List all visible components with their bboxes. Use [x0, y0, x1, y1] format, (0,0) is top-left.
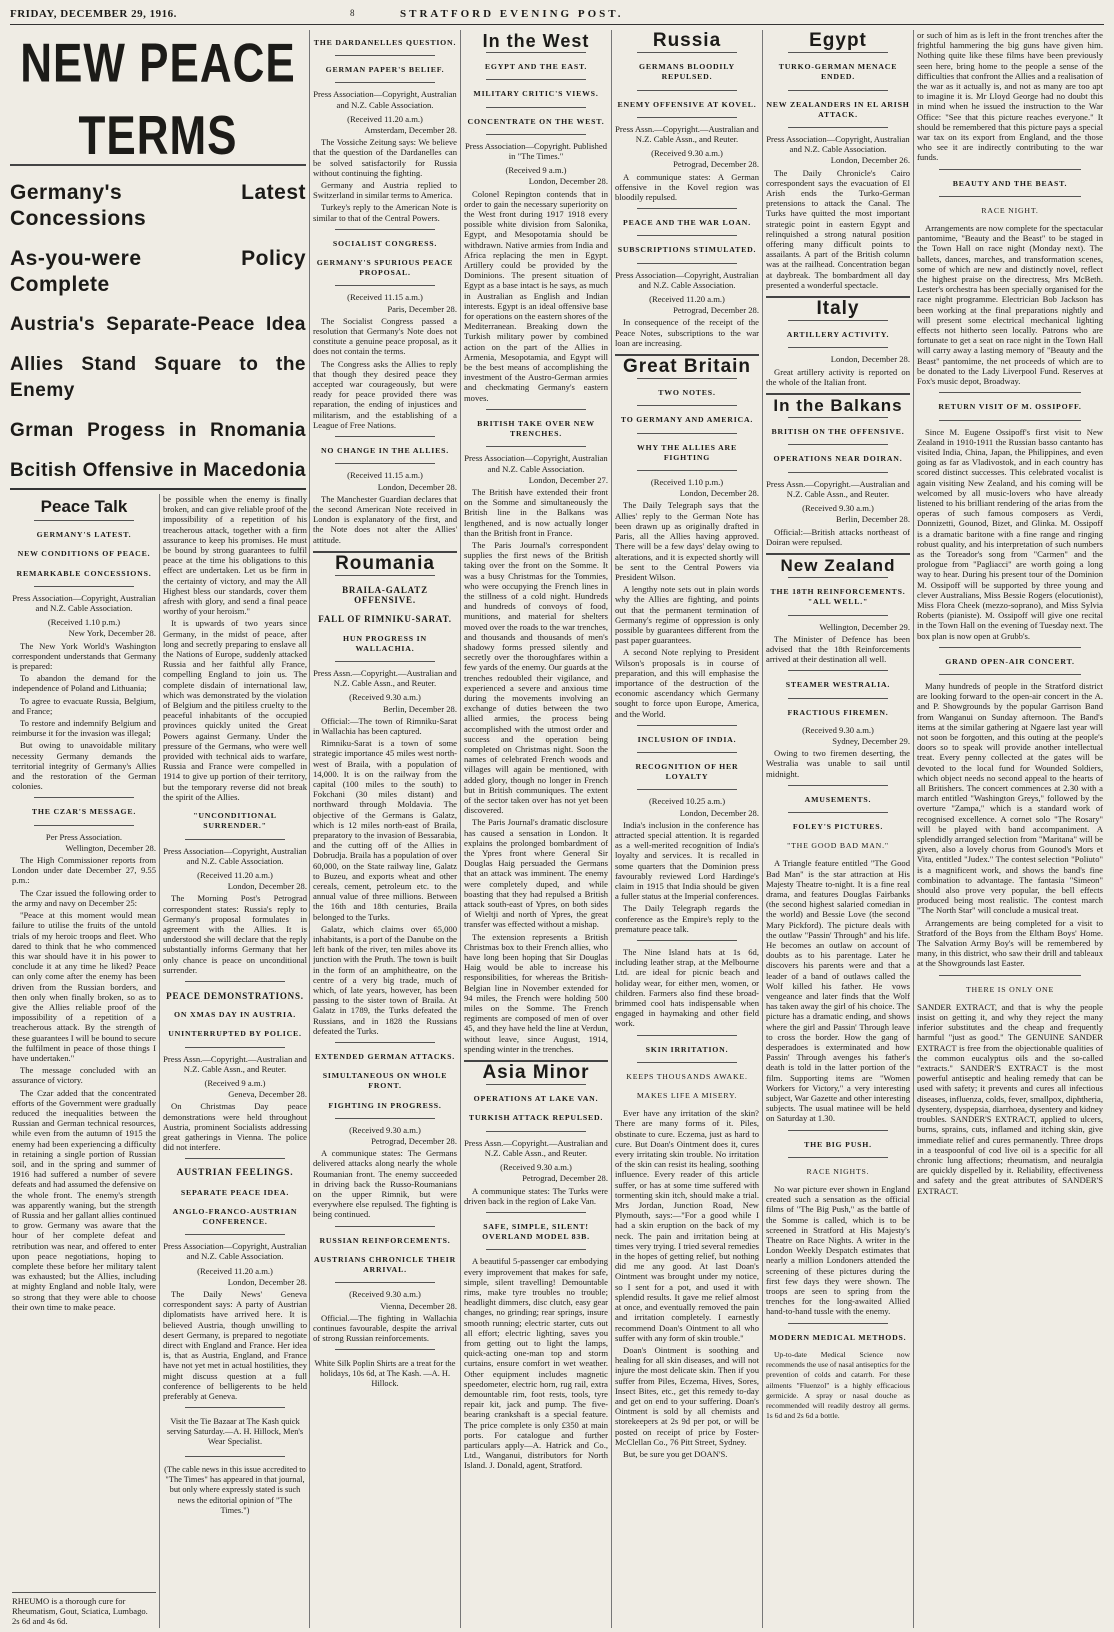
cable-news-note: (The cable news in this issue accredited to "The Times" has appeared in that journal, but only where expressly stated is such news the editorial opinion of "The Times."): [164, 1465, 306, 1515]
lead-headline-block: [10, 32, 306, 488]
body-paragraph: or such of him as is left in the front trenches after the frightful hammering the big guns have given him. Nothing quite like these films have been previously seen here, bring home to the people a sense of the difficulties that confront the Allies and a realisation of the war as it actually is, and not as many are too apt to imagine it is. Mr Lloyd George had no doubt this in mind when he issued the instruction to the War Office: "See that this picture reaches everyone." It should be remembered that this picture pays a special war tax on its export from England, and the those who see it are indirectly contributing to the war funds.: [917, 30, 1103, 163]
body-paragraph: The Paris Journal's correspondent supplies the first news of the British taking over the front on the Somme. It was a busy Christmas for the Tommies, who were occupying the French lines in the stillness of a cold night. Hundreds and hundreds of convoys of food, munitions, and material for shelters moved over the roads to the war trenches, and thousands and thousands of men's shadowy forms pressed silently and secretly over the thoroughfares within a few yards of the enemy. Our guards at the trenches redoubled their vigilance, and experienced a severe and anxious time during the movements involving an exchange of duties between the two allied armies, the process being accomplished with the utmost order and success and the operation being completed on Christmas night. Soon the names of celebrated French woods and villages will again be mentioned, with added glory, though no longer in French but in British communiques. The extent of the sector taken over has not yet been discovered.: [464, 539, 608, 816]
sander-extract-ad: SANDER EXTRACT, and that is why the people insist on getting it, and why they reject the many inferior substitutes and the cheap and frequently harmful "just as good." The GENUINE SANDER EXTRACT is free from the objectionable qualities of the common eucalyptus oils and the so-called "extracts." SANDER'S EXTRACT is the most powerful antiseptic and healing remedy that can be used with safety; it prevents and cures all infectious diseases, influenza, colds, fever, smallpox, diphtheria, dysentery, dyspepsia, diarrhoea, dysentery and kidney troubles. SANDER'S EXTRACT, applied to ulcers, burns, sprains, cuts, inflamed and itching skin, give immediate relief and cures permanently. Three drops in a teaspoonful of cod live oil is a specific for all chronic lung affections; rheumatism, and neuralgia are quickly dispelled by it. Reliability, effectiveness and safety and the great attributes of SANDER'S EXTRACT.: [917, 1001, 1103, 1196]
section-title-peace-talk: Peace Talk: [40, 497, 128, 516]
headline: MILITARY CRITIC'S VIEWS.: [473, 89, 599, 99]
body-paragraph: No war picture ever shown in England created such a sensation as the official films of "The Big Push," as the battle of the Somme is called, which is to be screened in Stratford at His Majesty's Theatre on Race Nights. A writer in the London Weekly Despatch estimates that nearly a million Londoners attended the screening of these pictures during the first few days they were shown. The troops are seen to spring from the trenches for the long-awaited Allied hand-to-hand tussle with the enemy.: [766, 1184, 910, 1317]
body-paragraph: To agree to evacuate Russia, Belgium, and France;: [12, 695, 156, 716]
headline: BRAILA-GALATZ OFFENSIVE.: [342, 584, 428, 606]
headline: OPERATIONS NEAR DOIRAN.: [773, 454, 903, 464]
credit-line: Press Association—Copyright, Australian and N.Z. Cable Association.: [313, 89, 457, 110]
dateline: Amsterdam, December 28.: [364, 125, 457, 136]
headline: ARTILLERY ACTIVITY.: [786, 330, 890, 340]
section-title-new-zealand: New Zealand: [780, 555, 896, 575]
received-line: (Received 11.15 a.m.): [347, 470, 423, 481]
body-paragraph: The Daily News' Geneva correspondent says: A party of Austrian diplomatists have arrived here. It is believed Austria, though unwilling to desert Germany, is prepared to negotiate direct with England and France. Her idea is, that as Austria, England, and France have not yet met in actual hostilities, they might discuss question at a full conference of belligerents to be held preferably at Geneva.: [163, 1289, 307, 1402]
headline: KEEPS THOUSANDS AWAKE.: [626, 1071, 748, 1081]
headline: AUSTRIANS CHRONICLE THEIR ARRIVAL.: [313, 1254, 457, 1275]
column-rule: [309, 30, 310, 1628]
dateline: London, December 26.: [830, 155, 910, 166]
received-line: (Received 11.15 a.m.): [347, 292, 423, 303]
body-paragraph: The extension represents a British Christmas box to their French allies, who have long been hoping that Sir Douglas Haig would be able to increase his responsibilities, for whereas the British-Belgian line in November extended for 94 miles, the French were holding 500 miles on the Somme. The French regiments are composed of men of over 45, and they have held the line at Verdun, without leave, since August, 1914, spending winter in the trenches.: [464, 931, 608, 1054]
received-line: (Received 9.30 a.m.): [349, 1124, 421, 1135]
dateline: Berlin, December 28.: [836, 514, 910, 525]
headline: SOCIALIST CONGRESS.: [332, 238, 438, 248]
body-paragraph: The Manchester Guardian declares that the second American Note received in London is explanatory of the first, and the Note does not alter the Allies' attitude.: [313, 493, 457, 545]
headline: OPERATIONS AT LAKE VAN.: [473, 1094, 599, 1104]
headline: THE CZAR'S MESSAGE.: [31, 807, 137, 817]
headline: FALL OF RIMNIKU-SARAT.: [318, 614, 452, 625]
headline: MODERN MEDICAL METHODS.: [769, 1332, 907, 1342]
body-paragraph: Official:—The town of Rimniku-Sarat in Wallachia has been captured.: [313, 715, 457, 736]
dateline: Vienna, December 28.: [380, 1300, 457, 1311]
dateline: Petrograd, December 28.: [673, 159, 759, 170]
received-line: (Received 11.20 a.m.): [197, 869, 273, 880]
body-paragraph: To abandon the demand for the independence of Poland and Lithuania;: [12, 673, 156, 694]
credit-line: Press Association—Copyright, Australian and N.Z. Cable Association.: [464, 453, 608, 474]
headline: "THE GOOD BAD MAN.": [787, 841, 889, 851]
headline: GERMANY'S LATEST.: [36, 530, 132, 540]
body-paragraph: Great artillery activity is reported on the whole of the Italian front.: [766, 366, 910, 387]
headline: TURKISH ATTACK REPULSED.: [468, 1113, 604, 1123]
headline: BRITISH TAKE OVER NEW TRENCHES.: [477, 418, 595, 439]
body-paragraph: The Vossiche Zeitung says: We believe that the question of the Dardanelles can be solved satisfactorily for Russia without continuing the fighting.: [313, 137, 457, 178]
body-paragraph: A communique states: A German offensive in the Kovel region was bloodily repulsed.: [615, 171, 759, 203]
doans-ad: Doan's Ointment is soothing and healing for all skin diseases, and will not injure the most delicate skin. Then if you suffer from Piles, Eczema, Hives, Sores, Insect Bites, etc., get this remedy to-day and get on end to your suffering. Doan's Ointment is sold by all chemists and storekeepers at 2s 9d per pot, or will be posted on receipt of price by Foster-McClellan Co., 76 Pitt Street, Sydney.: [615, 1344, 759, 1447]
overland-ad: A beautiful 5-passenger car embodying every improvement that makes for safe, simple, silent travelling! Demountable rims, make tyre troubles no trouble; headlight dimmers, disc clutch, easy gear changes, no grinding; rear springs, insure smooth running; electric starter, cuts out all effort; electric lighting, saves you from getting out to light the lamps, quick-acting one-man top and storm curtains, ensure comfort in wet weather. Other equipment includes magnetic speedometer, electric horn, rug rail, extra demountable rim, foot rests, tools, tyre repair kit, jack and pump. The five-bearing crankshaft is a special feature. The price complete is only £350 at main ports. For catalogue and further particulars apply—A. Hatrick and Co., Ltd., Wanganui, distributors for North Island. J. Donald, agent, Stratford.: [464, 1256, 608, 1471]
fluenzol-ad: Up-to-date Medical Science now recommends the use of nasal antiseptics for the prevention of colds and catarrh. For these ailments "Fluenzol" is a highly efficacious germicide. A spray or nasal douche as recommended will readily destroy all germs. 1s 6d and 2s 6d a bottle.: [766, 1349, 910, 1421]
credit-line: Press Assn.—Copyright.—Australian and N.Z. Cable Assn., and Reuter.: [615, 123, 759, 145]
hats-ad: The Nine Island hats at 1s 6d, including leather strap, at the Melbourne Ltd. are ideal for picnic beach and holiday wear, for either men, women, or children. Farmers also find these broad-brimmed cool hats indispensable when engaged in haymaking and other field work.: [615, 947, 759, 1029]
headline: ANGLO-FRANCO-AUSTRIAN CONFERENCE.: [172, 1206, 298, 1226]
credit-line: Press Association—Copyright. Published in "The Times.": [464, 140, 608, 162]
body-paragraph: The Morning Post's Petrograd correspondent states: Russia's reply to Germany's proposal formulates in agreement with the Allies. It is understood she will declare that the reply substantially informs Germany that her only chance is peace on unconditional surrender.: [163, 893, 307, 975]
column-1-footer-ad: [12, 1592, 156, 1630]
body-paragraph: The Czar issued the following order to the army and navy on December 25:: [12, 887, 156, 908]
headline: ON XMAS DAY IN AUSTRIA.: [173, 1010, 296, 1020]
dateline: London, December 28.: [227, 881, 307, 892]
headline: GERMAN PAPER'S BELIEF.: [325, 65, 445, 75]
deck-5: Grman Progess in Rnomania: [10, 420, 306, 441]
body-paragraph: It is upwards of two years since Germany, in the midst of peace, after long and secretly preparing to enslave all the Nations of Europe, suddenly attacked Russia and her faithful ally France, compelling England to join us. The complete disdain of international law, which was demonstrated by the violation of Belgium and the pitiless cruelty to the peaceful inhabitants of the occupied provinces quickly united the Great Powers against Germany. Under the pressure of the Germans, who were well provided with technical aids to warfare, Russia and France were compelled in 1914 to give up portion of their territory, but the temporary reverse did not break the spirit of the Allies.: [163, 618, 307, 802]
headline: SEPARATE PEACE IDEA.: [180, 1187, 290, 1197]
body-paragraph: A communique states: The Germans delivered attacks along nearly the whole Roumanian front. The enemy succeeded in driving back the Russo-Roumanians on the upper Rimnik, but were everywhere else repulsed. The fighting is being continued.: [313, 1148, 457, 1220]
masthead: [10, 6, 1104, 25]
column-3: [313, 30, 457, 1628]
dateline: London, December 27.: [528, 474, 608, 485]
column-rule: [762, 30, 763, 1628]
page-number: 8: [350, 8, 355, 18]
body-paragraph: A Triangle feature entitled "The Good Bad Man" is the star attraction at His Majesty Theatre to-night. It is a fine real drama, and features Douglas Fairbanks (the second highest salaried comedian in the world) and Bessie Love (the second Mary Pickford). The picture deals with the outlaw "Passin' Through" and his life. He becomes an outlaw on account of doubts as to his parentage. Later he discovers his parents were and that a leader of a band of outlaws called the Wolf killed his father. He vows vengeance and later finds that the Wolf has taken away the girl of his choice. The picture has a dramatic ending, and shows where the girl and Passin' Through leave to cross the border. How the gang of desperadoes is exterminated and how Passin' Through avenges his father's death is told in the latter portion of the film. Supporting items are "Women Workers for Victory," a very interesting subject, War Gazette and other interesting subjects. The usual matinee will be held on Saturday at 1.30.: [766, 858, 910, 1124]
body-paragraph: In consequence of the receipt of the Peace Notes, subscriptions to the war loan are increasing.: [615, 317, 759, 348]
column-1: [12, 494, 156, 1628]
section-title-russia: Russia: [652, 30, 722, 51]
section-title-in-the-balkans: In the Balkans: [773, 396, 903, 416]
headline: RUSSIAN REINFORCEMENTS.: [319, 1235, 451, 1245]
credit-line: Per Press Association.: [45, 831, 123, 842]
headline: UNINTERRUPTED BY POLICE.: [168, 1029, 302, 1039]
headline: GERMANS BLOODILY REPULSED.: [639, 62, 735, 82]
section-title-roumania: Roumania: [335, 552, 435, 574]
dateline: Geneva, December 28.: [228, 1089, 307, 1100]
body-paragraph: Owing to two firemen deserting, the Westralia was unable to sail until midnight.: [766, 748, 910, 779]
dateline: Paris, December 28.: [387, 303, 457, 314]
dateline: Berlin, December 28.: [383, 703, 457, 714]
headline: TO GERMANY AND AMERICA.: [620, 415, 754, 425]
dateline: London, December 28.: [377, 481, 457, 492]
headline: SIMULTANEOUS ON WHOLE FRONT.: [322, 1071, 448, 1091]
received-line: (Received 9.30 a.m.): [802, 503, 874, 514]
column-4: [464, 30, 608, 1628]
body-paragraph: To restore and indemnify Belgium and reimburse it for the invasion was illegal;: [12, 718, 156, 739]
body-paragraph: The Daily Telegraph regards the conference as the Empire's reply to the premature peace talk.: [615, 903, 759, 934]
headline: ENEMY OFFENSIVE AT KOVEL.: [617, 99, 757, 109]
credit-line: Press Assn.—Copyright.—Australian and N.Z. Cable Assn., and Reuter.: [464, 1137, 608, 1158]
body-paragraph: The British have extended their front on the Somme and simultaneously the British line in the Balkans was lengthened, and is now actually longer than the British front in France.: [464, 486, 608, 538]
body-paragraph: The Daily Chronicle's Cairo correspondent says the evacuation of El Arish ends the Turko-German pretensions to attack the Canal. The Turks have quitted the most important strategic point in eastern Egypt and relinquished a strong natural position offering many difficult points to assailants. A part of the British column was at the railhead. Concentration began at daybreak. The bombardment all day presented a wonderful spectacle.: [766, 167, 910, 290]
tie-bazaar-ad: Visit the Tie Bazaar at The Kash quick serving Saturday.—A. H. Hillock, Men's Wear Specialist.: [166, 1416, 304, 1447]
headline: AMUSEMENTS.: [804, 794, 872, 804]
body-paragraph: Since M. Eugene Ossipoff's first visit to New Zealand in 1910-1911 the Russian basso cantanto has visited India, China, Japan, the Philippines, and even going as far as Vladivostok, and in each country has scored distinct successes. This celebrated vocalist is again visiting New Zealand, and his coming will be welcomed by all music-lovers who have already listened to his brilliant rendering of the arias from the operas of such famous composers as Verdi, Donnizetti, Gounod, Bizet, and Glinka. M. Ossipoff is a dramatic baritone with a fine range and ringing robust quality, and his interpretation of such numbers as the Toreador's song from "Carmen" and the prologue from "Pagliacci" are worth going a long way to hear. During his present tour of the Dominion M. Ossipoff will be supported by three young and clever Australians, Miss Bessie Rogers (elocutionist), Miss Flora Cheek (mezzo-soprano), and Miss Sylvia Roberts (pianiste). M. Ossipoff will give one recital in the Town Hall on the evening of Tuesday next. The box plan is now open at Grubb's.: [917, 426, 1103, 641]
body-paragraph: Colonel Repington contends that in order to gain the necessary superiority on the West front during 1917 1918 every possible white division from Salonika, Egypt, and Mesopotamia should be withdrawn. Native armies from India and Africa replacing the men in Egypt. Artillery could be provided by the Dominions. The present situation of Egypt as a base intact is he says, as much in Australian as English and Indian interests. Egypt is an ideal offensive base for operations on the eastern shores of the Mediterranean. Breaking down the Turkish military power by combined action on the part of the Allies in Armenia, Mesopotamia, and Egypt will be the best means of accomplishing the investment of the Austro-German armies and checkmating Germany's eastern moves.: [464, 188, 608, 403]
dateline: London, December 28.: [227, 1276, 307, 1287]
body-paragraph: The Socialist Congress passed a resolution that Germany's Note does not constitute a genuine peace proposal, as it does not contain the terms.: [313, 315, 457, 357]
body-paragraph: The message concluded with an assurance of victory.: [12, 1065, 156, 1086]
headline: BEAUTY AND THE BEAST.: [952, 178, 1068, 188]
received-line: (Received 9.30 a.m.): [651, 148, 723, 159]
headline: RETURN VISIT OF M. OSSIPOFF.: [938, 402, 1082, 412]
headline: GERMANY'S SPURIOUS PEACE PROPOSAL.: [316, 258, 454, 278]
dateline: London, December 28.: [679, 807, 759, 818]
headline: SKIN IRRITATION.: [645, 1044, 729, 1054]
credit-line: Press Association—Copyright, Australian and N.Z. Cable Association.: [615, 269, 759, 290]
section-title-asia-minor: Asia Minor: [482, 1062, 590, 1084]
body-paragraph: Many hundreds of people in the Stratford district are looking forward to the open-air concert in the A. and P. Showgrounds by the popular Garrison Band from Wanganui on Sunday afternoon. The Band's items at the similar gathering at Ngaere last year will not soon be forgotten, and this outing at the people's doors so to speak will provide another intellectual treat. Every penny collected at the gates will be devoted to the local fund for Wounded Soldiers, which object needs no second appeal to the hearts of all Britishers. The concert commences at 2.30 with a march entitled "Washington Greys," followed by the overture "Zampa," which is a standard work of recognised excellence. A cornet solo "The Rosary" will be played with band accompaniment. A splendidly arranged selection from "Maritana" will be given, also a lovely chorus from Gounod's Mors et Vita, entitled "Judex." The contest selection "Poliuto" is a magnificent work, and shows the band's fine combination to advantage. The fantasia "Simeon" should also prove very popular, the bell effects produced being most realistic. The contest march "The North Star" will conclude a musical treat.: [917, 680, 1103, 916]
headline: SAFE, SIMPLE, SILENT! OVERLAND MODEL 83B.: [482, 1221, 590, 1242]
body-paragraph: be possible when the enemy is finally broken, and can give reliable proof of the impossibility of a repetition of his treacherous attack, together with a firm assurance to keep his promises. He must be bound by strong guarantees to fulfil peace at the time his obligations to this effect are undertaken. Let us be firm in the certainty of victory, and may the All Highest bless our standards, cover them afresh with glory, and send a final peace worthy of your heroism.": [163, 494, 307, 617]
doans-ad: But, be sure you get DOAN'S.: [623, 1448, 728, 1459]
body-paragraph: A lengthy note sets out in plain words why the Allies are fighting, and points out that the permanent termination of Germany's regime of oppression is only possible by guarantees different from the past paper guarantees.: [615, 584, 759, 646]
headline: HUN PROGRESS IN WALLACHIA.: [343, 633, 427, 653]
deck-3: Austria's Separate-Peace Idea: [10, 314, 306, 335]
headline: THE BIG PUSH.: [804, 1139, 872, 1149]
dateline: Wellington, December 29.: [819, 621, 910, 632]
body-paragraph: Galatz, which claims over 65,000 inhabitants, is a port of the Danube on the left bank of the river, ten miles above its junction with the Pruth. The town is built in the form of an amphitheatre, on the centre of a very big trade, much of which, of late years, however, has been passing to the sister town of Braila. At Galatz in 1789, the Turks defeated the Russians, and in 1828 the Russians defeated the Turks.: [313, 923, 457, 1036]
credit-line: Press Association—Copyright, Australian and N.Z. Cable Association.: [766, 134, 910, 155]
dateline: London, December 28.: [830, 354, 910, 365]
received-line: (Received 10.25 a.m.): [648, 796, 726, 807]
received-line: (Received 11.20 a.m.): [347, 113, 423, 124]
headline: PEACE DEMONSTRATIONS.: [166, 990, 304, 1001]
body-paragraph: The New York World's Washington correspondent understands that Germany is prepared:: [12, 640, 156, 672]
headline: BRITISH ON THE OFFENSIVE.: [771, 427, 905, 437]
headline: THERE IS ONLY ONE: [965, 984, 1055, 994]
body-paragraph: Germany and Austria replied to Switzerland in similar terms to America.: [313, 180, 457, 201]
received-line: (Received 9.30 a.m.): [349, 692, 421, 703]
body-paragraph: A communique states: The Turks were driven back in the region of Lake Van.: [464, 1185, 608, 1206]
deck-2: As-you-were Policy Complete: [10, 247, 306, 296]
deck-6: Bcitish Offensive in Macedonia: [10, 460, 306, 481]
credit-line: Press Assn.—Copyright.—Australian and N.Z. Cable Assn., and Reuter.: [163, 1053, 307, 1074]
headline: FRACTIOUS FIREMEN.: [787, 707, 889, 717]
column-rule: [913, 30, 914, 1628]
body-paragraph: The Czar added that the concentrated efforts of the Government were gradually reduced the inequalities between the Russian and German technical resources, while even from the autumn of 1915 the enemy had been experiencing a difficulty in retaining a single portion of Russian soil, and in the spring and summer of 1916 had suffered a number of severe defeats and had assumed the defensive on the whole front. The enemy's strength was apparently waning, but the strength of Russia and her gallant allies continued to grow. Germany was aware that the hour of her complete defeat and retribution was near, and offered to enter upon peace negotiations, hoping to complete these before her military talent was exhausted; but the Allies, including at mighty England and noble Italy, were so strong that they were able to choose their own time to make peace.: [12, 1087, 156, 1312]
credit-line: Press Association—Copyright, Australian and N.Z. Cable Association.: [163, 845, 307, 866]
deck-4: Allies Stand Square to the Enemy: [10, 354, 306, 401]
dateline: New York, December 28.: [68, 628, 156, 639]
headline: RECOGNITION OF HER LOYALTY: [635, 761, 739, 782]
headline: RACE NIGHT.: [981, 205, 1039, 215]
body-paragraph: On Christmas Day peace demonstrations were held throughout Austria, prominent Socialists addressing great gatherings in Vienna. The police did not interfere.: [163, 1101, 307, 1153]
body-paragraph: The High Commissioner reports from London under date December 27, 9.55 p.m.:: [12, 855, 156, 886]
body-paragraph: The Daily Telegraph says that the Allies' reply to the German Note has been drawn up as originally drafted in Paris, all the Allies having approved. There will be a few days' delay owing to alterations, and it is expected shortly will be sent to the Central Powers via President Wilson.: [615, 500, 759, 582]
headline: THE DARDANELLES QUESTION.: [313, 38, 457, 47]
headline: NO CHANGE IN THE ALLIES.: [320, 446, 450, 456]
body-paragraph: "Peace at this moment would mean failure to utilise the fruits of the untold trials of my heroic troops and fleet. Who dared to think that he who commenced this war should have it in his power to conclude it at any time he liked? Peace can only come after the enemy has been driven from the Russian borders, and then only when finally broken, so as to give the Allies reliable proof of the impossibility of a repetition of a treacherous attack. By the strength of these guarantees I will be bound to secure the fulfilment in peace of those things I have undertaken.": [12, 910, 156, 1063]
column-rule: [611, 30, 612, 1628]
section-title-great-britain: Great Britain: [622, 356, 752, 378]
column-rule: [159, 494, 160, 1628]
headline: MAKES LIFE A MISERY.: [636, 1091, 738, 1101]
headline: THE 18TH REINFORCEMENTS. "ALL WELL.": [770, 587, 906, 607]
lead-bottom-rule: [10, 488, 306, 490]
body-paragraph: The Congress asks the Allies to reply that though they desired peace they accepted war courageously, but were ready for peace provided there was reparation, the ending of injustices and militarism, and the establishing of a League of Free Nations.: [313, 358, 457, 430]
doans-ad: Ever have any irritation of the skin? There are many forms of it. Piles, obstinate to cure. Eczema, just as hard to cure. But Doan's Ointment does it, cures every irritating skin trouble. No irritation of the skin can resist its healing, soothing influence. Every reader of this article suffer, or has at some time suffered with tormenting skin itch, should make a trial. Mrs Jordan, Junction Road, New Plymouth, says:—"For a good while I had a skin eruption on the back of my neck. The pain and irritation being at times very trying. I tried several remedies in the hopes of getting relief, but nothing did me any good. At last Doan's Ointment was brought under my notice, so I sent for a pot, and used it with splendid results. It gave me relief almost at once, and eventually removed the pain and irritation completely. I earnestly recommend Doan's Ointment to all who suffer with any form of skin trouble.": [615, 1108, 759, 1343]
headline: TWO NOTES.: [658, 388, 716, 398]
body-paragraph: Official.—The fighting in Wallachia continues favourable, despite the arrival of strong Russian reinforcements.: [313, 1312, 457, 1344]
body-paragraph: Official:—British attacks northeast of Doiran were repulsed.: [766, 526, 910, 547]
deck-1: Germany's Latest Concessions: [10, 181, 306, 230]
column-5: [615, 30, 759, 1628]
headline: GRAND OPEN-AIR CONCERT.: [945, 656, 1075, 666]
headline: RACE NIGHTS.: [806, 1166, 870, 1176]
dateline: London, December 28.: [528, 176, 608, 187]
paper-name: STRATFORD EVENING POST.: [400, 8, 624, 20]
received-line: (Received 11.20 a.m.): [197, 1265, 273, 1276]
headline: FOLEY'S PICTURES.: [792, 821, 884, 831]
credit-line: Press Association—Copyright, Australian and N.Z. Cable Association.: [163, 1241, 307, 1262]
column-7: [917, 30, 1103, 1628]
column-2: [163, 494, 307, 1628]
dateline: Petrograd, December 28.: [371, 1136, 457, 1147]
shirts-ad: White Silk Poplin Shirts are a treat for the holidays, 10s 6d, at The Kash. —A. H. Hillock.: [314, 1358, 456, 1389]
headline: EGYPT AND THE EAST.: [484, 62, 588, 72]
body-paragraph: Turkey's reply to the American Note is similar to that of the Central Powers.: [313, 202, 457, 223]
headline: AUSTRIAN FEELINGS.: [176, 1168, 294, 1179]
section-title-in-the-west: In the West: [482, 31, 590, 51]
credit-line: Press Assn.—Copyright.—Australian and N.Z. Cable Assn., and Reuter.: [766, 478, 910, 499]
headline: "UNCONDITIONAL SURRENDER.": [193, 811, 277, 831]
received-line: (Received 9.30 a.m.): [349, 1289, 421, 1300]
dateline: London, December 28.: [679, 488, 759, 499]
column-6: [766, 30, 910, 1628]
headline: CONCENTRATE ON THE WEST.: [467, 116, 605, 126]
headline: STEAMER WESTRALIA.: [785, 680, 891, 690]
received-line: (Received 1.10 p.m.): [650, 477, 724, 488]
received-line: (Received 1.10 p.m.): [47, 617, 121, 628]
headline: INCLUSION OF INDIA.: [637, 734, 737, 744]
body-paragraph: Arrangements are being completed for a visit to Stratford of the Boys from the Eltham Boys' Home. The Salvation Army Boy's will be remembered by many, in this district, who saw their drill and tableaux at the Showgrounds last Easter.: [917, 917, 1103, 969]
body-paragraph: The Minister of Defence has been advised that the 18th Reinforcements arrived at their destination all well.: [766, 633, 910, 665]
received-line: (Received 9.30 a.m.): [802, 724, 874, 735]
received-line: (Received 9.30 a.m.): [500, 1162, 572, 1173]
issue-date: FRIDAY, DECEMBER 29, 1916.: [10, 8, 177, 20]
body-paragraph: A second Note replying to President Wilson's proposals is in course of preparation, and this will emphasise the importance of the destruction of the economic ascendancy which Germany sought to force upon Europe, America, and the World.: [615, 647, 759, 719]
body-paragraph: India's inclusion in the conference has attracted special attention. It is regarded as a well-merited recognition of India's loyalty and services. It is recalled in some quarters that the Dominion press favourably reviewed Lord Hardinge's claim in 1915 that India should be given a fuller status at the Imperial conferences.: [615, 819, 759, 902]
headline: WHY THE ALLIES ARE FIGHTING: [637, 442, 737, 462]
column-rule: [460, 30, 461, 1628]
headline: NEW CONDITIONS OF PEACE.: [17, 549, 151, 559]
headline: TURKO-GERMAN MENACE ENDED.: [778, 62, 898, 82]
rheumo-ad: RHEUMO is a thorough cure for Rheumatism, Gout, Sciatica, Lumbago. 2s 6d and 4s 6d.: [12, 1596, 148, 1627]
credit-line: Press Association—Copyright, Australian and N.Z. Cable Association.: [12, 592, 156, 614]
body-paragraph: But owing to unavoidable military necessity Germany demands the territorial integrity of Germany's Allies and the restoration of the German colonies.: [12, 740, 156, 792]
body-paragraph: The Paris Journal's dramatic disclosure has caused a sensation in London. It explains the prolonged bombardment of the Ypres front where General Sir Douglas Haig persuaded the Germans that an attack was imminent. The enemy were completely duped, and while boasting that they had repulsed a British attack south-east of Ypres, on both sides of Wieltji and north of Ypres, the great transfer was effected without a mishap.: [464, 817, 608, 930]
headline: EXTENDED GERMAN ATTACKS.: [315, 1052, 455, 1062]
dateline: Petrograd, December 28.: [522, 1173, 608, 1184]
received-line: (Received 9 a.m.): [505, 165, 567, 176]
dateline: Sydney, December 29.: [832, 735, 910, 746]
body-paragraph: Arrangements are now complete for the spectacular pantomime, "Beauty and the Beast" to be staged in the Town Hall on race night (Monday next). The ballets, dances, marches, and transformation scenes, some of which are new and distinctly novel, reflect the highest praise on the directress, Mrs McBeth. Lester's orchestra has been specially organised for the race night programme. Electrician Bob Jackson has been working at the final preparations nightly and will present some electrical mechanical lighting effects not hitherto seen locally. Patrons who are fortunate to get a seat on race night in the Town Hall will carry away a lasting memory of "Beauty and the Beast" pantomime, the net proceeds of which are to be donated to the Lady Liverpool Fund. Reserves at Fox's music depot, Broadway.: [917, 223, 1103, 387]
lead-headline: NEW PEACE TERMS: [20, 32, 296, 167]
received-line: (Received 11.20 a.m.): [649, 294, 725, 305]
dateline: Wellington, December 28.: [65, 842, 156, 853]
body-paragraph: Rimniku-Sarat is a town of some strategic importance 45 miles west north-west of Braila, with a population of 14,000. It is on the railway from the capital (100 miles to the south) to Fokchani (30 miles distant) and northward through Moldavia. The objective of the Germans is Galatz, which is 12 miles north-east of Braila, preparatory to the invasion of Bessarabia, and the cutting off of the Allies in Dobrudja. Braila has a population of over 60,000, on the State railway line, Galatz to Buzeu, and exports wheat and other cereals, cement, petroleum etc. to the annual value of three millions. Between the 16th and 18th centuries, Braila belonged to the Turks.: [313, 738, 457, 922]
headline: PEACE AND THE WAR LOAN.: [623, 218, 751, 228]
headline: FIGHTING IN PROGRESS.: [328, 1100, 442, 1110]
headline: NEW ZEALANDERS IN EL ARISH ATTACK.: [766, 99, 910, 119]
received-line: (Received 9 a.m.): [204, 1077, 266, 1088]
credit-line: Press Assn.—Copyright.—Australian and N.Z. Cable Assn., and Reuter.: [313, 667, 457, 689]
section-title-italy: Italy: [816, 298, 860, 320]
headline: REMARKABLE CONCESSIONS.: [16, 568, 152, 578]
headline: SUBSCRIPTIONS STIMULATED.: [617, 245, 757, 255]
section-title-egypt: Egypt: [809, 30, 867, 51]
dateline: Petrograd, December 28.: [673, 305, 759, 316]
